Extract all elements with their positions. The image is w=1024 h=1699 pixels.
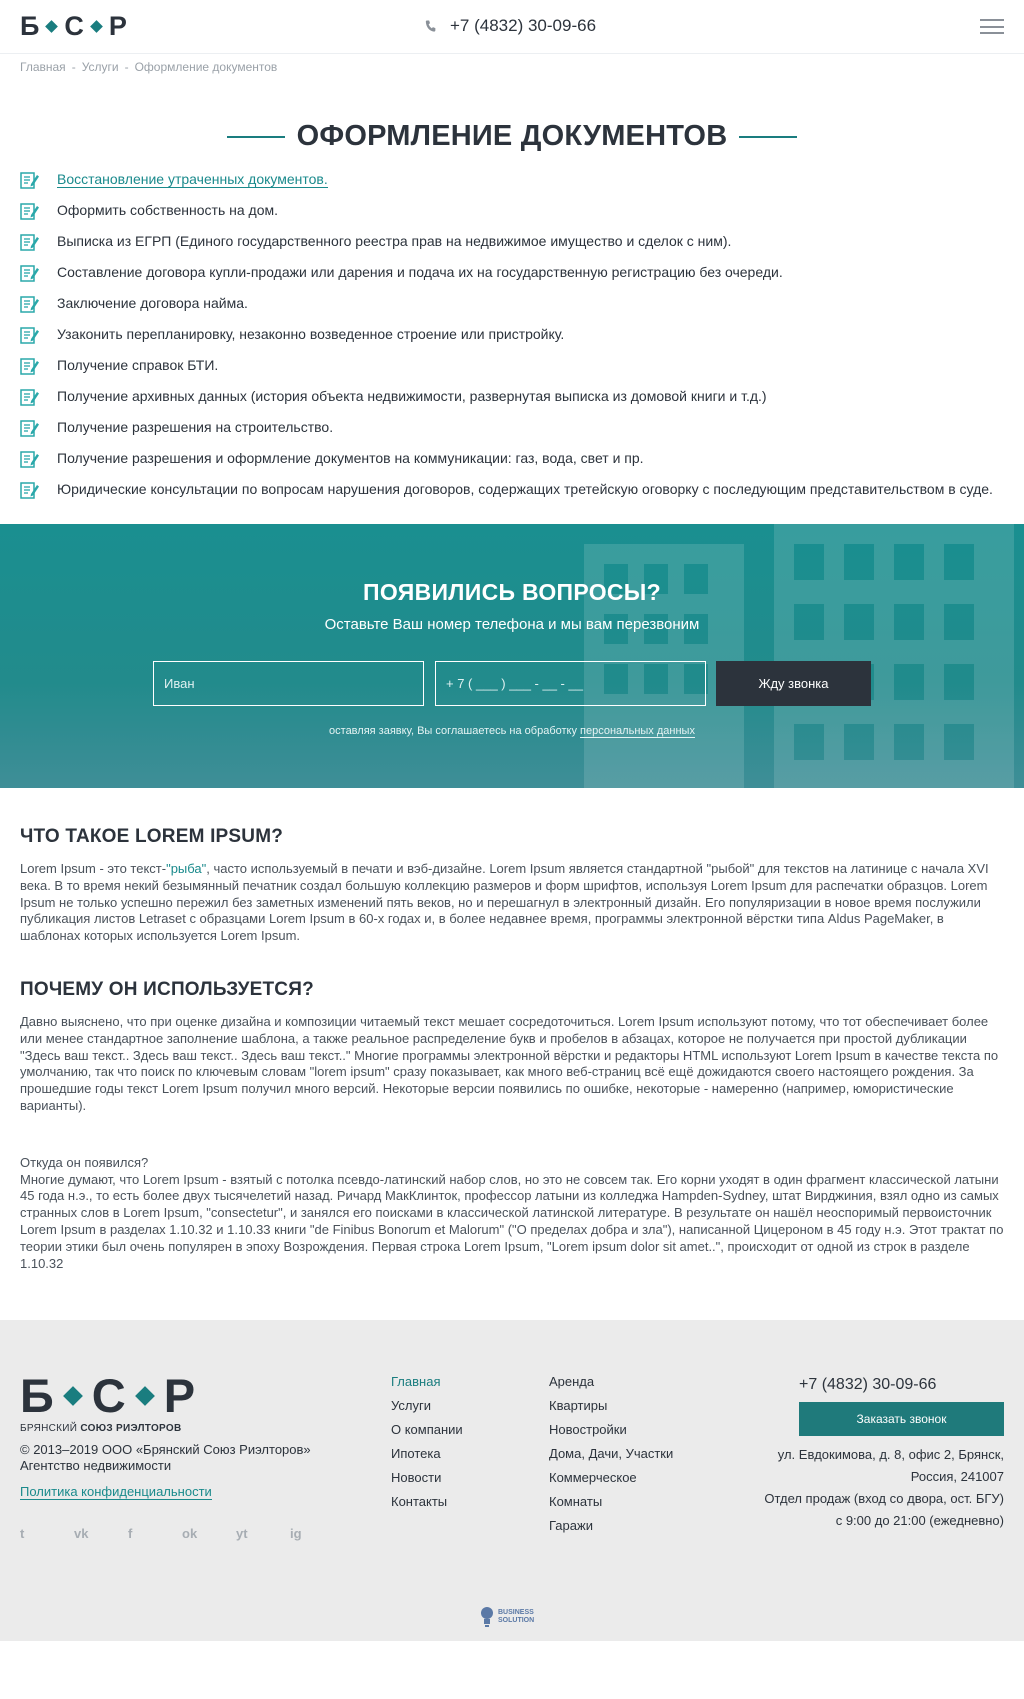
title-decor-line	[227, 136, 285, 138]
service-list	[0, 153, 1024, 499]
page-title-block	[0, 120, 1024, 153]
header-phone-link[interactable]	[425, 16, 596, 36]
header-phone-number: +7 (4832) 30-09-66	[450, 16, 597, 35]
callback-form	[0, 661, 1024, 706]
logo-letter: С	[64, 11, 84, 41]
breadcrumb	[0, 54, 1024, 74]
document-edit-icon	[20, 233, 40, 251]
document-edit-icon	[20, 171, 40, 189]
document-edit-icon	[20, 388, 40, 406]
service-item	[20, 202, 1004, 220]
service-item	[20, 233, 1004, 251]
developer-line: SOLUTION	[498, 1617, 535, 1625]
callback-title: ПОЯВИЛИСЬ ВОПРОСЫ?	[363, 579, 661, 605]
footer-logo[interactable]	[20, 1369, 196, 1435]
logo-diamond	[135, 1386, 155, 1406]
logo-letter: Р	[108, 11, 127, 41]
service-text: Составление договора купли-продажи или дарения и подача их на государственную регистрацию без очереди.	[57, 264, 783, 280]
footer-nav-item[interactable]: Главная	[391, 1374, 441, 1390]
breadcrumb-separator: -	[124, 60, 129, 74]
service-text: Юридические консультации по вопросам нарушения договоров, содержащих третейскую оговорку с последующим представительством в суде.	[57, 481, 993, 497]
paragraph-text: Многие думают, что Lorem Ipsum - взятый с потолка псевдо-латинский набор слов, но это не совсем так. Его корни уходят в один фрагмент классической латыни 45 года н.э., то есть более двух тысячелетий назад. Ричард МакКлинток, профессор латыни из колледжа Hampden-Sydney, штат Вирджиния, взял одно из самых странных слов в Lorem Ipsum, "consectetur", и занялся его поисками в классической латинской литературе. В результате он нашёл неоспоримый первоисточник Lorem Ipsum в разделах 1.10.32 и 1.10.33 книги "de Finibus Bonorum et Malorum" ("О пределах добра и зла"), написанной Цицероном в 45 году н.э. Этот трактат по теории этики был очень популярен в эпоху Возрождения. Первая строка Lorem Ipsum, "Lorem ipsum dolor sit amet..", происходит от одной из строк в разделе 1.10.32	[20, 1171, 1004, 1271]
service-item	[20, 481, 1004, 499]
logo-letter: Б	[20, 11, 40, 41]
article-heading-what: ЧТО ТАКОЕ LOREM IPSUM?	[20, 826, 284, 847]
youtube-icon[interactable]: yt	[236, 1526, 248, 1542]
service-item[interactable]	[20, 171, 1004, 189]
document-edit-icon	[20, 481, 40, 499]
vk-icon[interactable]: vk	[74, 1526, 89, 1542]
request-call-button[interactable]: Жду звонка	[716, 661, 871, 706]
article	[0, 788, 1024, 1272]
footer-nav-catalog	[549, 1374, 673, 1542]
logo-letter: Б	[20, 1369, 54, 1423]
order-call-button[interactable]: Заказать звонок	[799, 1402, 1004, 1436]
service-link[interactable]: Восстановление утраченных документов.	[57, 171, 328, 187]
service-text: Оформить собственность на дом.	[57, 202, 279, 218]
phone-icon	[425, 19, 436, 33]
footer-nav-item[interactable]: Новости	[391, 1470, 442, 1486]
footer-nav-item[interactable]: Коммерческое	[549, 1470, 637, 1486]
document-edit-icon	[20, 419, 40, 437]
service-item	[20, 388, 1004, 406]
document-edit-icon	[20, 450, 40, 468]
fish-text-link[interactable]: "рыба"	[166, 861, 207, 876]
logo-diamond	[46, 20, 59, 33]
address-line: с 9:00 до 21:00 (ежедневно)	[835, 1513, 1004, 1529]
footer-tagline	[20, 1423, 195, 1434]
article-paragraph	[20, 861, 1004, 945]
address-line: Россия, 241007	[910, 1469, 1004, 1485]
title-decor-line	[739, 136, 797, 138]
footer-nav-item[interactable]: Дома, Дачи, Участки	[549, 1446, 674, 1462]
site-header	[0, 0, 1024, 54]
twitter-icon[interactable]: t	[20, 1526, 25, 1542]
developer-name	[498, 1609, 534, 1625]
instagram-icon[interactable]: ig	[290, 1526, 302, 1542]
footer-nav-item[interactable]: Новостройки	[549, 1422, 627, 1438]
address-line: Отдел продаж (вход со двора, ост. БГУ)	[764, 1491, 1004, 1507]
building-background-image	[544, 524, 1024, 788]
footer-copyright	[20, 1442, 311, 1474]
article-heading-why: ПОЧЕМУ ОН ИСПОЛЬЗУЕТСЯ?	[20, 978, 314, 1000]
document-edit-icon	[20, 295, 40, 313]
article-paragraph	[20, 1155, 1004, 1273]
footer-logo-letters	[20, 1369, 196, 1423]
personal-data-link[interactable]: персональных данных	[580, 725, 695, 737]
burger-menu-icon[interactable]	[980, 19, 1004, 34]
service-text: Получение разрешения на строительство.	[57, 419, 334, 435]
service-item	[20, 295, 1004, 313]
service-text: Заключение договора найма.	[57, 295, 248, 311]
footer-contact	[764, 1376, 1004, 1532]
service-text: Получение разрешения и оформление документов на коммуникации: газ, вода, свет и пр.	[57, 450, 644, 466]
breadcrumb-separator: -	[71, 60, 76, 74]
service-item	[20, 357, 1004, 375]
article-paragraph: Давно выяснено, что при оценке дизайна и композиции читаемый текст мешает сосредоточиться. Lorem Ipsum используют потому, что тот обеспечивает более или менее стандартное заполнение шаблона, а также реальное распределение букв и пробелов в абзацах, которое не получается при простой дубликации "Здесь ваш текст.. Здесь ваш текст.. Здесь ваш текст.." Многие программы электронной вёрстки и редакторы HTML используют Lorem Ipsum в качестве текста по умолчанию, так что поиск по ключевым словам "lorem ipsum" сразу показывает, как много веб-страниц всё ещё дожидаются своего настоящего рождения. За прошедшие годы текст Lorem Ipsum получил много версий. Некоторые версии появились по ошибке, некоторые - намеренно (например, юмористические варианты).	[20, 1013, 999, 1113]
tagline-light: БРЯНСКИЙ	[20, 1423, 78, 1435]
footer-phone[interactable]: +7 (4832) 30-09-66	[799, 1376, 937, 1394]
footer-nav-item[interactable]: Услуги	[391, 1398, 431, 1414]
callback-section	[0, 524, 1024, 788]
agency-text: Агентство недвижимости	[20, 1458, 172, 1474]
developer-line: BUSINESS	[498, 1609, 534, 1617]
service-item	[20, 450, 1004, 468]
paragraph-text: , часто используемый в печати и вэб-дизайне. Lorem Ipsum является стандартной "рыбой" для текстов на латинице с начала XVI века. В то время некий безымянный печатник создал большую коллекцию размеров и форм шрифтов, используя Lorem Ipsum для распечатки образцов. Lorem Ipsum не только успешно пережил без заметных изменений пять веков, но и перешагнул в электронный дизайн. Его популяризации в новое время послужили публикация листов Letraset с образцами Lorem Ipsum в 60-х годах и, в более недавнее время, программы электронной вёрстки типа Aldus PageMaker, в шаблонах которых используется Lorem Ipsum.	[20, 861, 989, 944]
footer-nav-item[interactable]: Комнаты	[549, 1494, 603, 1510]
footer-nav-item[interactable]: Ипотека	[391, 1446, 441, 1462]
document-edit-icon	[20, 326, 40, 344]
footer-nav-item[interactable]: Гаражи	[549, 1518, 593, 1534]
site-logo[interactable]	[20, 13, 127, 40]
logo-letter: С	[91, 1369, 126, 1423]
footer-nav-item[interactable]: Квартиры	[549, 1398, 608, 1414]
footer-nav-main	[391, 1374, 463, 1518]
breadcrumb-home[interactable]: Главная	[20, 60, 66, 74]
social-links	[20, 1526, 344, 1541]
callback-subtitle: Оставьте Ваш номер телефона и мы вам перезвоним	[324, 616, 700, 633]
copyright-text: © 2013–2019 ООО «Брянский Союз Риэлторов»	[20, 1442, 311, 1458]
page-title: ОФОРМЛЕНИЕ ДОКУМЕНТОВ	[296, 120, 728, 152]
breadcrumb-current: Оформление документов	[134, 60, 278, 74]
service-item	[20, 419, 1004, 437]
service-text: Выписка из ЕГРП (Единого государственного реестра прав на недвижимое имущество и сделок с ним).	[57, 233, 732, 249]
developer-logo[interactable]	[480, 1606, 534, 1628]
document-edit-icon	[20, 202, 40, 220]
origin-title: Откуда он появился?	[20, 1154, 149, 1170]
facebook-icon[interactable]: f	[128, 1526, 133, 1542]
service-text: Получение справок БТИ.	[57, 357, 219, 373]
footer-nav-item[interactable]: О компании	[391, 1422, 463, 1438]
lightbulb-icon	[480, 1606, 494, 1628]
privacy-policy-link[interactable]: Политика конфиденциальности	[20, 1484, 212, 1500]
tagline-bold: СОЮЗ РИЭЛТОРОВ	[80, 1423, 182, 1435]
site-footer	[0, 1320, 1024, 1641]
document-edit-icon	[20, 264, 40, 282]
logo-letter: Р	[163, 1369, 196, 1423]
footer-address	[744, 1444, 1004, 1532]
consent-text: оставляя заявку, Вы соглашаетесь на обработку	[329, 725, 577, 737]
paragraph-text: Lorem Ipsum - это текст-	[20, 861, 167, 876]
consent-note	[0, 725, 1024, 737]
burger-line	[980, 26, 1004, 28]
footer-nav-item[interactable]: Аренда	[549, 1374, 595, 1390]
service-item	[20, 326, 1004, 344]
phone-input[interactable]	[435, 661, 706, 706]
service-text: Получение архивных данных (история объекта недвижимости, развернутая выписка из домовой книги и т.д.)	[57, 388, 767, 404]
odnoklassniki-icon[interactable]: ok	[182, 1526, 198, 1542]
logo-diamond	[90, 20, 103, 33]
service-text: Узаконить перепланировку, незаконно возведенное строение или пристройку.	[57, 326, 565, 342]
footer-nav-item[interactable]: Контакты	[391, 1494, 448, 1510]
breadcrumb-services[interactable]: Услуги	[81, 60, 119, 74]
logo-diamond	[63, 1386, 83, 1406]
name-input[interactable]	[153, 661, 424, 706]
burger-line	[980, 32, 1004, 34]
address-line: ул. Евдокимова, д. 8, офис 2, Брянск,	[777, 1447, 1004, 1463]
document-edit-icon	[20, 357, 40, 375]
service-item	[20, 264, 1004, 282]
burger-line	[980, 19, 1004, 21]
